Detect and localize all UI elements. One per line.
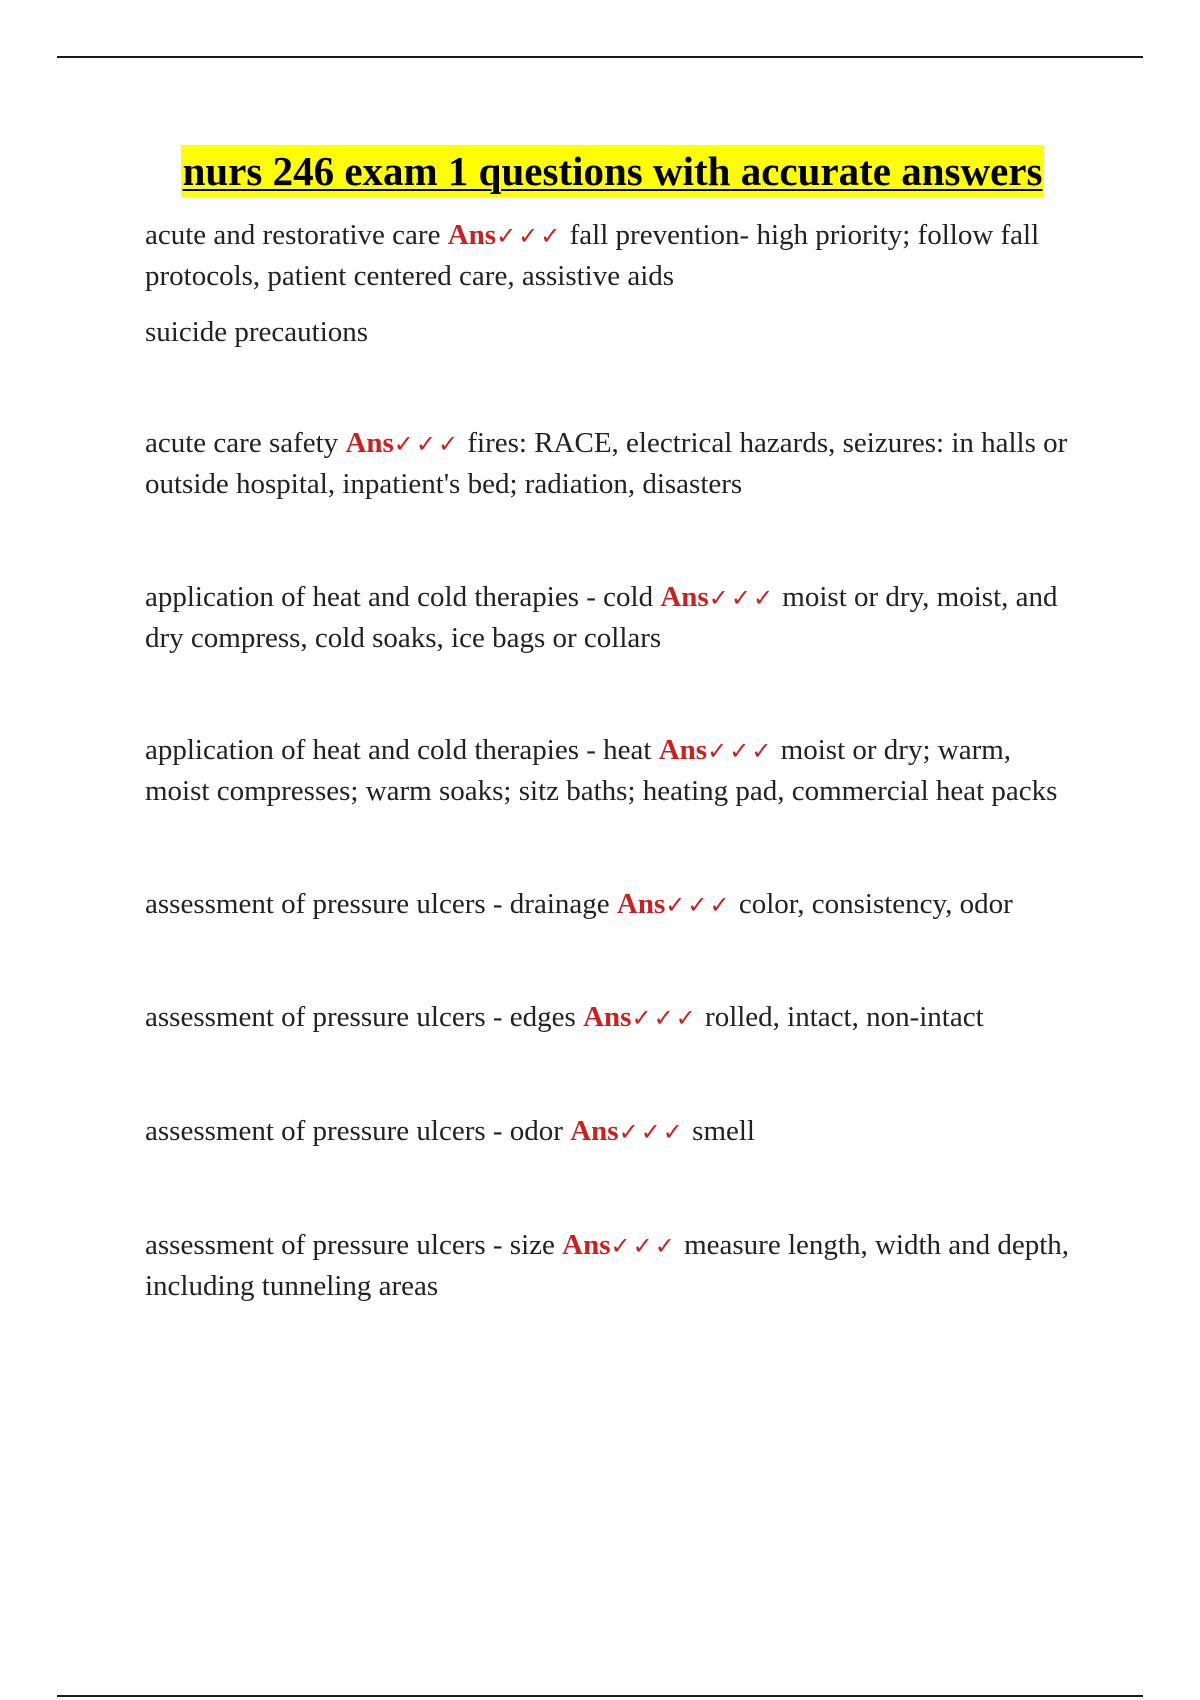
qa-entry xyxy=(145,1111,1080,1152)
answer-marker: Ans xyxy=(570,1115,619,1147)
document-page xyxy=(145,145,1080,1306)
question-term: assessment of pressure ulcers - size xyxy=(145,1229,555,1261)
answer-marker: Ans xyxy=(562,1229,611,1261)
answer-text: smell xyxy=(692,1115,755,1147)
question-term: application of heat and cold therapies - heat xyxy=(145,734,652,766)
answer-text: color, consistency, odor xyxy=(738,888,1013,920)
question-term: application of heat and cold therapies - cold xyxy=(145,581,654,613)
qa-entry-text xyxy=(145,884,1080,925)
qa-entry-text xyxy=(145,997,1080,1038)
qa-entry xyxy=(145,730,1080,811)
question-term: acute and restorative care xyxy=(145,219,441,251)
answer-marker: Ans xyxy=(660,581,709,613)
bottom-rule xyxy=(57,1695,1143,1697)
qa-entry-text xyxy=(145,215,1080,296)
answer-marker: Ans xyxy=(447,219,497,251)
answer-extra: suicide precautions xyxy=(145,316,369,348)
qa-entry xyxy=(145,215,1080,352)
answer-text: moist or dry, moist, and dry compress, cold soaks, ice bags or collars xyxy=(145,581,1058,654)
check-marks-icon: ✓✓✓ xyxy=(708,584,776,612)
answer-marker: Ans xyxy=(616,888,666,920)
check-marks-icon: ✓✓✓ xyxy=(618,1118,685,1146)
answer-text: moist or dry; warm, moist compresses; warm soaks; sitz baths; heating pad, commercial heat packs xyxy=(145,734,1058,807)
check-marks-icon: ✓✓✓ xyxy=(610,1232,677,1260)
check-marks-icon: ✓✓✓ xyxy=(665,891,732,919)
answer-text: measure length, width and depth, including tunneling areas xyxy=(145,1229,1070,1302)
qa-entry-text xyxy=(145,730,1080,811)
check-marks-icon: ✓✓✓ xyxy=(707,737,774,765)
answer-text: fires: RACE, electrical hazards, seizures: in halls or outside hospital, inpatient's bed; radiation, disasters xyxy=(145,427,1068,500)
qa-entry-text xyxy=(145,423,1080,504)
qa-entry xyxy=(145,884,1080,925)
top-rule xyxy=(57,56,1143,58)
qa-entry xyxy=(145,577,1080,658)
check-marks-icon: ✓✓✓ xyxy=(631,1004,698,1032)
question-term: assessment of pressure ulcers - drainage xyxy=(145,888,610,920)
answer-marker: Ans xyxy=(658,734,708,766)
answer-text: rolled, intact, non-intact xyxy=(705,1001,984,1033)
qa-entry-text xyxy=(145,1111,1080,1152)
answer-marker: Ans xyxy=(345,427,394,459)
question-term: acute care safety xyxy=(145,427,339,459)
document-title: nurs 246 exam 1 questions with accurate answers xyxy=(181,145,1045,197)
qa-entry xyxy=(145,1225,1080,1306)
qa-entry xyxy=(145,997,1080,1038)
answer-text: fall prevention- high priority; follow fall protocols, patient centered care, assistive aids xyxy=(145,219,1040,292)
qa-entry-text xyxy=(145,1225,1080,1306)
question-term: assessment of pressure ulcers - edges xyxy=(145,1001,576,1033)
qa-entry-text xyxy=(145,577,1080,658)
answer-marker: Ans xyxy=(583,1001,632,1033)
question-term: assessment of pressure ulcers - odor xyxy=(145,1115,563,1147)
title-block xyxy=(145,145,1080,197)
check-marks-icon: ✓✓✓ xyxy=(393,430,461,458)
check-marks-icon: ✓✓✓ xyxy=(496,222,563,250)
qa-entry xyxy=(145,423,1080,504)
